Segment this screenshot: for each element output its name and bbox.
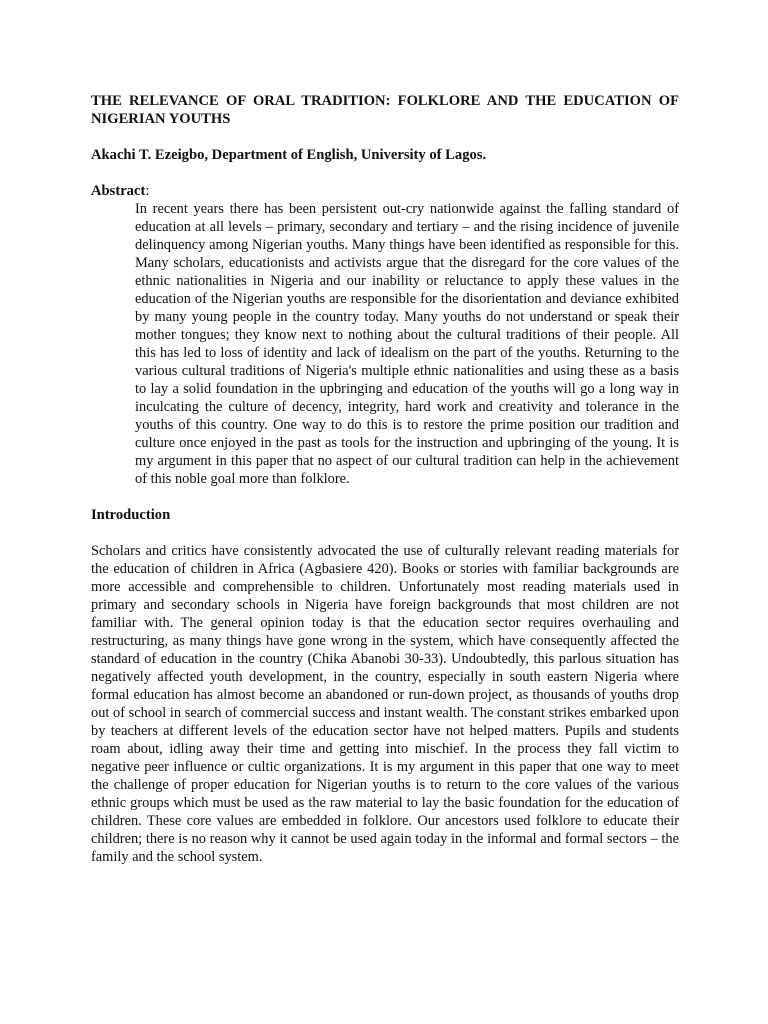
abstract-colon: : — [145, 183, 150, 199]
introduction-text: Scholars and critics have consistently advocated the use of culturally relevant reading materials for the education of children in Africa (Agbasiere 420). Books or stories with familiar backgrounds are more accessible and comprehensible to children. Unfortunately most reading materials used in primary and secondary schools in Nigeria have foreign backgrounds that most children are not familiar with. The general opinion today is that the education sector requires overhauling and restructuring, as many things have gone wrong in the system, which have consequently affected the standard of education in the country (Chika Abanobi 30-33). Undoubtedly, this parlous situation has negatively affected youth development, in the country, especially in south eastern Nigeria where formal education has almost become an abandoned or run-down project, as thousands of youths drop out of school in search of commercial success and instant wealth. The constant strikes embarked upon by teachers at different levels of the education sector have not helped matters. Pupils and students roam about, idling away their time and getting into mischief. In the process they fall victim to negative peer influence or cultic organizations. It is my argument in this paper that one way to meet the challenge of proper education for Nigerian youths is to return to the core values of the various ethnic groups which must be used as the raw material to lay the basic foundation for the education of children. These core values are embedded in folklore. Our ancestors used folklore to educate their children; there is no reason why it cannot be used again today in the informal and formal sectors – the family and the school system. — [91, 543, 679, 865]
abstract-heading: Abstract — [91, 183, 146, 199]
abstract-heading-line — [91, 182, 679, 200]
abstract-text: In recent years there has been persistent out-cry nationwide against the falling standard of education at all levels – primary, secondary and tertiary – and the rising incidence of juvenile delinquency among Nigerian youths. Many things have been identified as responsible for this. Many scholars, educationists and activists argue that the disregard for the core values of the ethnic nationalities in Nigeria and our inability or reluctance to apply these values in the education of the Nigerian youths are responsible for the disorientation and deviance exhibited by many young people in the country today. Many youths do not understand or speak their mother tongues; they know next to nothing about the cultural traditions of their people. All this has led to loss of identity and lack of idealism on the part of the youths. Returning to the various cultural traditions of Nigeria's multiple ethnic nationalities and using these as a basis to lay a solid foundation in the upbringing and education of the youths will go a long way in inculcating the culture of decency, integrity, hard work and creativity and tolerance in the youths of this country. One way to do this is to restore the prime position our tradition and culture once enjoyed in the past as tools for the instruction and upbringing of the young. It is my argument in this paper that no aspect of our cultural tradition can help in the achievement of this noble goal more than folklore. — [135, 201, 679, 487]
introduction-heading: Introduction — [91, 507, 171, 523]
document-page — [91, 92, 679, 866]
paper-title: THE RELEVANCE OF ORAL TRADITION: FOLKLORE AND THE EDUCATION OF NIGERIAN YOUTHS — [91, 93, 679, 127]
author-line: Akachi T. Ezeigbo, Department of English, University of Lagos. — [91, 147, 487, 163]
